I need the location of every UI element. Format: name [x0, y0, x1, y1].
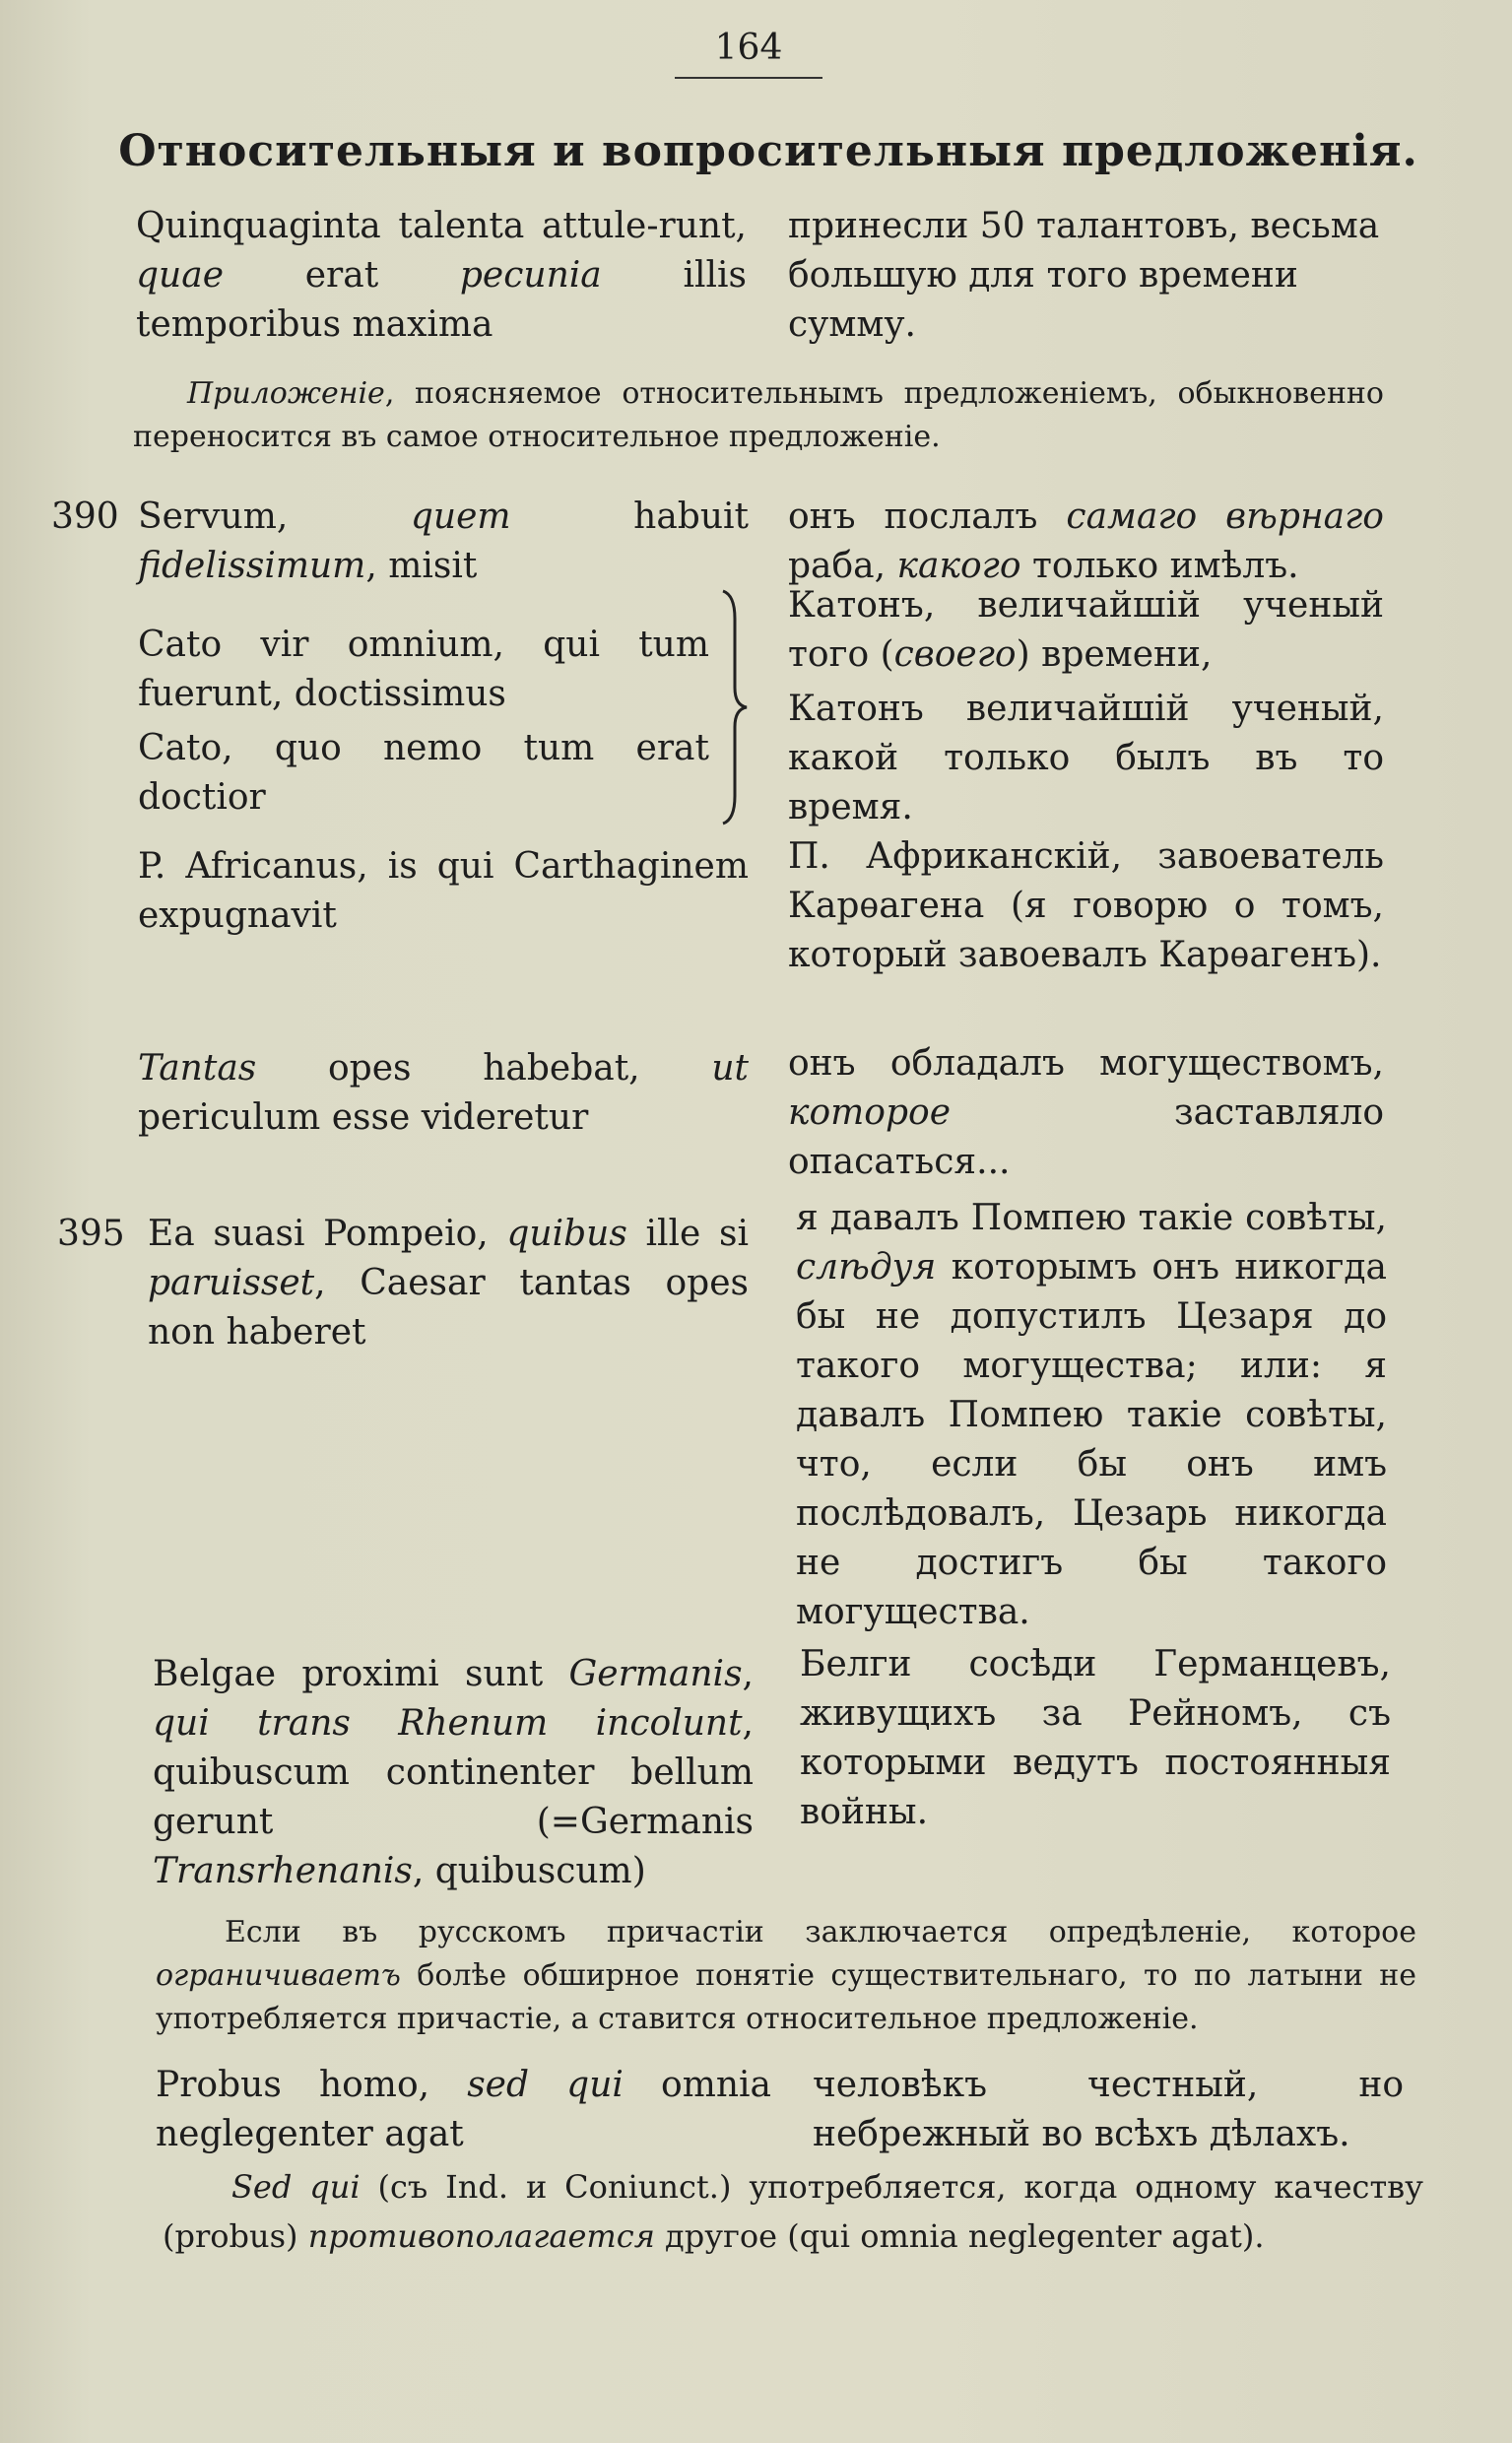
ex2-russian: [788, 493, 1384, 591]
note-sed-qui-text: другое (qui omnia neglegenter agat).: [654, 2217, 1265, 2255]
note-apposition: [133, 372, 1384, 459]
ex8-latin-text: omnia neglegenter agat: [156, 2065, 771, 2154]
note-apposition-em: Приложеніе: [187, 376, 385, 411]
section-number-395: 395: [57, 1214, 125, 1254]
ex3-russian-text: Катонъ, величайшій ученый того (: [788, 585, 1384, 675]
ex5-russian-em: которое: [788, 1092, 952, 1133]
ex4-russian: П. Африканскій, завоеватель Карѳагена (я говорю о томъ, который завоевалъ Карѳагенъ).: [788, 836, 1384, 975]
ex6-latin-text: Ea suasi Pompeio,: [148, 1214, 507, 1254]
ex5-latin-text: opes habebat,: [256, 1048, 712, 1089]
note-participle: [156, 1911, 1416, 2041]
ex2-russian-text: онъ послалъ: [788, 496, 1067, 537]
ex2-russian-text: только имѣлъ.: [1020, 546, 1299, 586]
ex5-latin-em: ut: [711, 1048, 749, 1089]
note-participle-text: болѣе обширное понятіе существительнаго, то по латыни не употребляется причастіе, а ставится относительное предложеніе.: [156, 1958, 1416, 2036]
ex1-latin: [136, 202, 747, 350]
ex6-latin-em: paruisset: [148, 1263, 315, 1303]
ex7-latin-em: Germanis: [568, 1654, 743, 1694]
ex1-latin-em: pecunia: [459, 255, 602, 296]
ex6-russian-text: я давалъ Помпею такіе совѣты,: [796, 1198, 1387, 1238]
ex6-russian: [796, 1194, 1387, 1637]
ex7-latin-text: ,: [742, 1654, 754, 1694]
ex6-latin-text: ille si: [626, 1214, 749, 1254]
ex8-latin-text: Probus homo,: [156, 2065, 468, 2105]
ex3-russian-b: Катонъ величайшій ученый, какой только былъ въ то время.: [788, 689, 1384, 827]
ex5-latin-text: periculum esse videretur: [138, 1097, 589, 1138]
ex7-russian: Белги сосѣди Германцевъ, живущихъ за Рейномъ, съ которыми ведутъ постоянныя войны.: [800, 1644, 1391, 1832]
ex3-russian-a: [788, 581, 1384, 680]
ex1-latin-text: Quinquaginta talenta attule-runt,: [136, 206, 747, 246]
note-sed-qui-em: противополагается: [307, 2217, 655, 2255]
note-sed-qui-em: Sed qui: [231, 2168, 361, 2206]
ex5-latin-em: Tantas: [138, 1048, 257, 1089]
ex8-russian: человѣкъ честный, но небрежный во всѣхъ дѣлахъ.: [813, 2065, 1404, 2154]
grouping-brace: [719, 589, 749, 825]
note-sed-qui: [163, 2162, 1423, 2261]
ex4-latin: P. Africanus, is qui Carthaginem expugnavit: [138, 846, 749, 936]
ex2-latin: [138, 493, 749, 591]
ex5-russian-text: онъ обладалъ могуществомъ,: [788, 1043, 1384, 1084]
page-number-rule: [675, 77, 822, 79]
ex2-latin-em: quem: [410, 496, 511, 537]
ex6-russian-text: которымъ онъ никогда бы не допустилъ Цезаря до такого могущества; или: я давалъ Помпею такіе совѣты, что, если бы онъ имъ послѣдовалъ, Цезарь никогда не достигъ бы такого могущества.: [796, 1247, 1387, 1632]
note-apposition-text: , поясняемое относительнымъ предложеніемъ, обыкновенно переносится въ самое относительное предложеніе.: [133, 376, 1384, 454]
ex7-latin-em: Transrhenanis: [153, 1851, 413, 1891]
ex7-latin-text: Belgae proximi sunt: [153, 1654, 569, 1694]
ex1-latin-text: illis temporibus maxima: [136, 255, 747, 345]
ex3-latin-a: Cato vir omnium, qui tum fuerunt, doctissimus: [138, 625, 709, 714]
ex8-latin: [156, 2061, 771, 2159]
ex7-latin-text: , quibuscum continenter bellum gerunt (=Germanis: [153, 1703, 754, 1842]
ex1-latin-em: quae: [136, 255, 224, 296]
ex5-russian: [788, 1039, 1384, 1187]
ex7-latin-em: qui trans Rhenum incolunt: [153, 1703, 743, 1744]
ex1-latin-text: erat: [224, 255, 460, 296]
ex6-russian-em: слѣдуя: [796, 1247, 937, 1288]
page-number: 164: [714, 28, 783, 68]
ex7-latin-text: , quibuscum): [412, 1851, 646, 1891]
note-sed-qui-text: (съ Ind. и Coniunct.) употребляется, когда одному качеству (probus): [163, 2168, 1424, 2255]
note-participle-em: ограничиваетъ: [156, 1958, 401, 1993]
ex2-russian-em: самаго вѣрнаго: [1066, 496, 1384, 537]
ex2-latin-text: Servum,: [138, 496, 411, 537]
ex3-latin-b: Cato, quo nemo tum erat doctior: [138, 728, 709, 818]
ex1-russian: принесли 50 талантовъ, весьма большую для того времени сумму.: [788, 206, 1380, 345]
ex3-russian-text: ) времени,: [1016, 634, 1213, 675]
ex2-latin-text: , misit: [365, 546, 478, 586]
ex8-latin-em: sed qui: [467, 2065, 624, 2105]
ex2-russian-em: какого: [896, 546, 1021, 586]
section-title: Относительныя и вопросительныя предложенія.: [118, 126, 1418, 176]
ex7-latin: [153, 1650, 754, 1896]
ex3-russian-em: своего: [893, 634, 1017, 675]
section-number-390: 390: [51, 496, 119, 537]
ex2-latin-text: habuit: [510, 496, 749, 537]
ex5-russian-text: заставляло опасаться...: [788, 1092, 1384, 1182]
ex6-latin-em: quibus: [506, 1214, 627, 1254]
ex6-latin-text: , Caesar tantas opes non haberet: [148, 1263, 749, 1353]
ex5-latin: [138, 1044, 749, 1143]
ex6-latin: [148, 1210, 749, 1357]
ex2-russian-text: раба,: [788, 546, 897, 586]
note-participle-text: Если въ русскомъ причастіи заключается опредѣленіе, которое: [225, 1915, 1416, 1949]
ex2-latin-em: fidelissimum: [138, 546, 366, 586]
